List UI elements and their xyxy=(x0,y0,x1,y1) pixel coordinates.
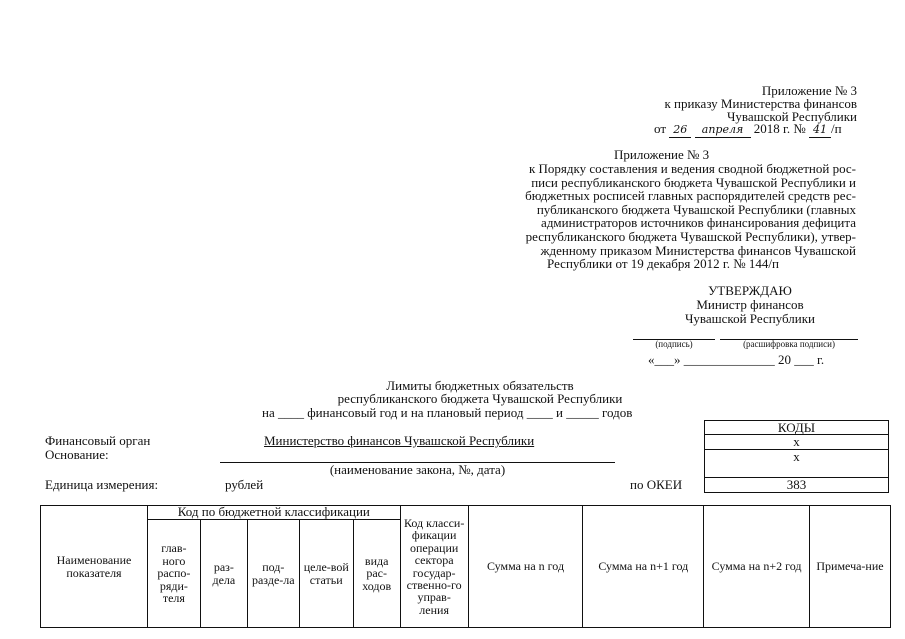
heading-line2: республиканского бюджета Чувашской Республики xyxy=(337,391,623,406)
appendix-order-line: Республики от 19 декабря 2012 г. № 144/п xyxy=(547,256,779,272)
col-n1-header: Сумма на n+1 год xyxy=(583,506,704,628)
signature-caption: (подпись) xyxy=(655,339,693,349)
codes-okei: 383 xyxy=(704,477,889,493)
order-suffix: /п xyxy=(831,121,842,136)
date-day-handwritten: 26 xyxy=(669,123,691,138)
basis-caption: (наименование закона, №, дата) xyxy=(329,462,506,477)
appendix-top-line2: к приказу Министерства финансов xyxy=(664,96,857,111)
approval-date-line: «___» ______________ 20 ___ г. xyxy=(648,352,825,367)
okei-label: по ОКЕИ xyxy=(630,477,683,492)
basis-label: Основание: xyxy=(45,447,109,462)
codes-row2: х xyxy=(704,449,889,477)
unit-label: Единица измерения: xyxy=(45,477,159,492)
appendix-order-line: бюджетных росписей главных распорядителей средств рес- xyxy=(525,188,856,204)
subcol-target-article: целе-вой статьи xyxy=(299,520,353,628)
appendix-top-line3: Чувашской Республики xyxy=(726,109,857,124)
appendix-order-line: жденному приказом Министерства финансов Чувашской xyxy=(540,242,856,258)
group-header: Код по бюджетной классификации xyxy=(147,506,400,520)
appendix-order-line: к Порядку составления и ведения сводной бюджетной рос- xyxy=(528,161,856,176)
table-header-row1 xyxy=(41,506,891,520)
heading-line3: на ____ финансовый год и на плановый период ____ и _____ годов xyxy=(262,405,633,420)
decoding-caption: (расшифровка подписи) xyxy=(743,339,835,349)
approval-position-line1: Министр финансов xyxy=(696,297,804,312)
approval-position-line2: Чувашской Республики xyxy=(684,311,816,326)
subcol-expense-type: вида рас-ходов xyxy=(353,520,400,628)
finance-body-label: Финансовый орган xyxy=(45,433,151,448)
appendix-order-title: Приложение № 3 xyxy=(614,147,710,162)
limits-table xyxy=(40,505,891,628)
appendix-order-line: публиканского бюджета Чувашской Республики (главных xyxy=(536,201,856,217)
appendix-order-text xyxy=(470,162,856,271)
col-note-header: Примеча-ние xyxy=(809,506,890,628)
col-n2-header: Сумма на n+2 год xyxy=(704,506,810,628)
date-month-handwritten: апреля xyxy=(695,123,751,138)
unit-value: рублей xyxy=(225,477,264,492)
appendix-order-line: администраторов источников финансирования дефицита xyxy=(541,215,856,231)
order-number-handwritten: 41 xyxy=(809,123,831,138)
subcol-manager: глав-ного распо-ряди-теля xyxy=(147,520,200,628)
appendix-top-date xyxy=(654,122,842,138)
appendix-top-line1: Приложение № 3 xyxy=(761,83,857,98)
subcol-subsection: под-разде-ла xyxy=(247,520,299,628)
codes-row1: х xyxy=(704,434,889,449)
date-year: 2018 г. № xyxy=(753,121,806,136)
appendix-order-line: писи республиканского бюджета Чувашской Республики и xyxy=(531,174,856,190)
col-n-header: Сумма на n год xyxy=(468,506,583,628)
appendix-order-line: республиканского бюджета Чувашской Республики), утвер- xyxy=(525,228,856,244)
finance-body-value: Министерство финансов Чувашской Республики xyxy=(264,433,535,448)
approval-title: УТВЕРЖДАЮ xyxy=(708,283,792,298)
subcol-section: раз-дела xyxy=(200,520,247,628)
col-name-header: Наименование показателя xyxy=(41,506,148,628)
codes-header: КОДЫ xyxy=(704,420,889,434)
col-operation-header: Код класси-фикации операции сектора государ-ственно-го управ-ления xyxy=(400,506,468,628)
date-prefix: от xyxy=(654,121,667,136)
heading-line1: Лимиты бюджетных обязательств xyxy=(386,378,574,393)
